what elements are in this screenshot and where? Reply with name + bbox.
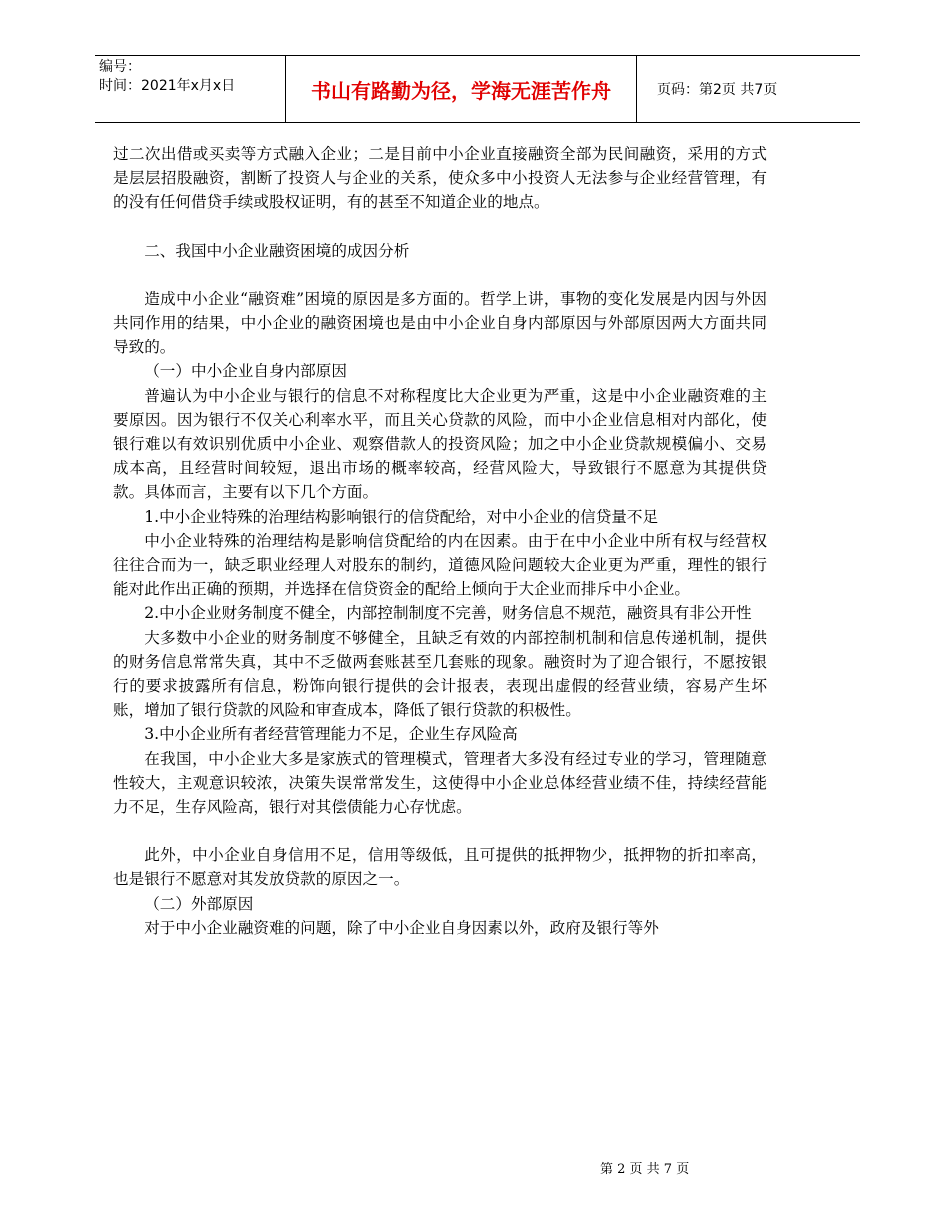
- section-heading: 二、我国中小企业融资困境的成因分析: [144, 241, 410, 260]
- body-paragraph: 中小企业特殊的治理结构是影响信贷配给的内在因素。由于在中小企业中所有权与经营权往往合而为一，缺乏职业经理人对股东的制约，道德风险问题较大企业更为严重，理性的银行能对此作出正确的预期，并选择在信贷资金的配给上倾向于大企业而排斥中小企业。: [113, 531, 767, 599]
- header-info: [99, 58, 284, 96]
- document-body: [113, 142, 767, 940]
- header-page-number: 页码：第2页 共7页: [657, 82, 778, 98]
- page-footer: 第 2 页 共 7 页: [600, 1162, 690, 1177]
- body-paragraph: 此外，中小企业自身信用不足，信用等级低，且可提供的抵押物少，抵押物的折扣率高，也是银行不愿意对其发放贷款的原因之一。: [113, 846, 767, 889]
- header-motto: 书山有路勤为径，学海无涯苦作舟: [285, 56, 637, 122]
- body-paragraph: 普遍认为中小企业与银行的信息不对称程度比大企业更为严重，这是中小企业融资难的主要原因。因为银行不仅关心利率水平，而且关心贷款的风险，而中小企业信息相对内部化，使银行难以有效识别优质中小企业、观察借款人的投资风险；加之中小企业贷款规模偏小、交易成本高，且经营时间较短，退出市场的概率较高，经营风险大，导致银行不愿意为其提供贷款。具体而言，主要有以下几个方面。: [113, 386, 767, 502]
- document-number-label: 编号：: [99, 59, 141, 75]
- subsection-heading: （一）中小企业自身内部原因: [144, 362, 347, 381]
- numbered-heading: 1.中小企业特殊的治理结构影响银行的信贷配给，对中小企业的信贷量不足: [144, 507, 659, 526]
- body-paragraph: 过二次出借或买卖等方式融入企业；二是目前中小企业直接融资全部为民间融资，采用的方式是层层招股融资，割断了投资人与企业的关系，使众多中小投资人无法参与企业经营管理，有的没有任何借贷手续或股权证明，有的甚至不知道企业的地点。: [113, 145, 767, 212]
- page-header: [95, 55, 860, 123]
- body-paragraph: 对于中小企业融资难的问题，除了中小企业自身因素以外，政府及银行等外: [144, 918, 659, 937]
- body-paragraph: 造成中小企业“融资难”困境的原因是多方面的。哲学上讲，事物的变化发展是内因与外因共同作用的结果，中小企业的融资困境也是由中小企业自身内部原因与外部原因两大方面共同导致的。: [113, 289, 767, 357]
- document-date-label: 时间：2021年x月x日: [99, 78, 236, 94]
- body-paragraph: 在我国，中小企业大多是家族式的管理模式，管理者大多没有经过专业的学习，管理随意性较大，主观意识较浓，决策失误常常发生，这使得中小企业总体经营业绩不佳，持续经营能力不足，生存风险高，银行对其偿债能力心存忧虑。: [113, 749, 767, 817]
- subsection-heading: （二）外部原因: [144, 894, 254, 913]
- numbered-heading: 2.中小企业财务制度不健全，内部控制制度不完善，财务信息不规范，融资具有非公开性: [144, 604, 752, 623]
- numbered-heading: 3.中小企业所有者经营管理能力不足，企业生存风险高: [144, 725, 518, 744]
- body-paragraph: 大多数中小企业的财务制度不够健全，且缺乏有效的内部控制机制和信息传递机制，提供的财务信息常常失真，其中不乏做两套账甚至几套账的现象。融资时为了迎合银行，不愿按银行的要求披露所有信息，粉饰向银行提供的会计报表，表现出虚假的经营业绩，容易产生坏账，增加了银行贷款的风险和审查成本，降低了银行贷款的积极性。: [113, 628, 767, 720]
